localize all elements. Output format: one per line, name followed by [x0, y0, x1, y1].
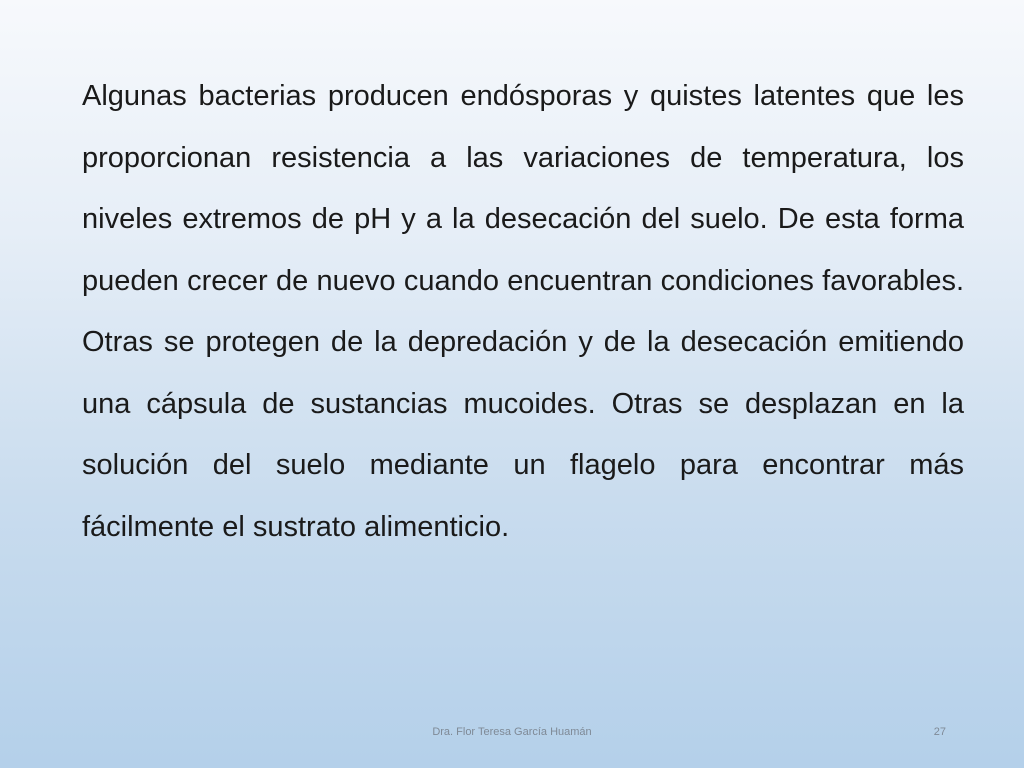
slide-body-text: Algunas bacterias producen endósporas y quistes latentes que les proporcionan resistencia a las variaciones de temperatura, los niveles extremos de pH y a la desecación del suelo. De esta forma pueden crecer de nuevo cuando encuentran condiciones favorables. Otras se protegen de la depredación y de la desecación emitiendo una cápsula de sustancias mucoides. Otras se desplazan en la solución del suelo mediante un flagelo para encontrar más fácilmente el sustrato alimenticio. — [82, 80, 964, 543]
slide-number: 27 — [933, 726, 946, 738]
footer-author: Dra. Flor Teresa García Huamán — [432, 726, 592, 738]
